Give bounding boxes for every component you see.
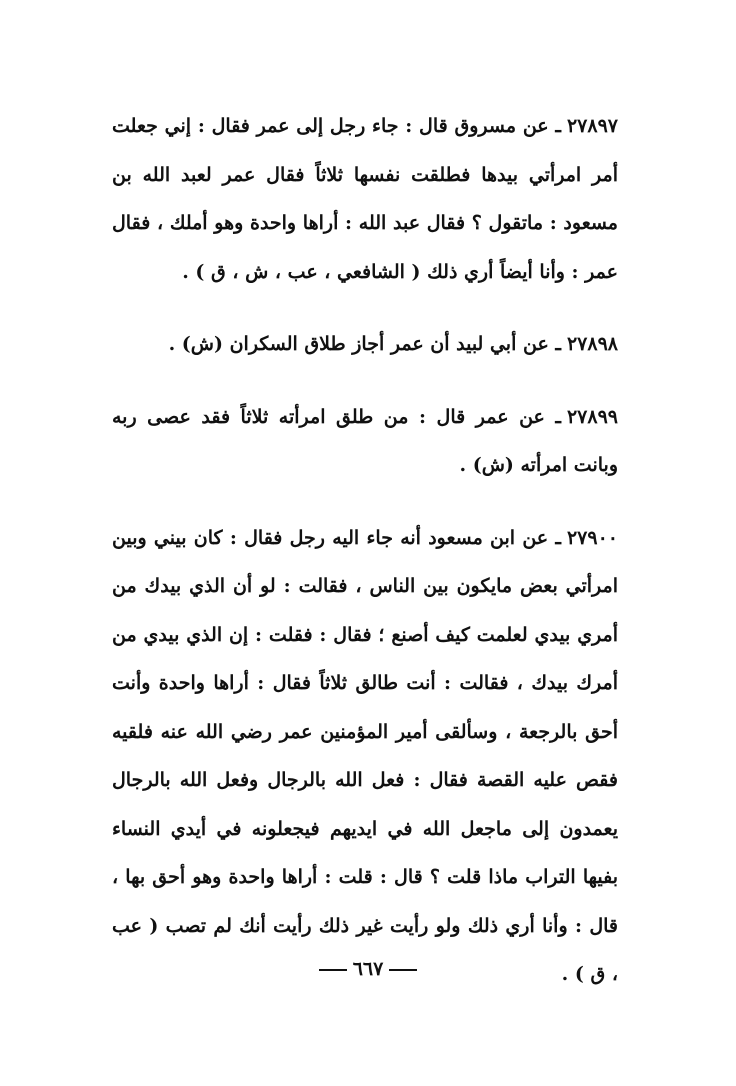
paragraph-gap [112, 296, 618, 320]
hadith-27899 [112, 393, 618, 490]
hadith-27900 [112, 514, 618, 999]
footer-dash [319, 969, 347, 971]
page-body [112, 102, 618, 999]
hadith-text: ـ عن ابن مسعود أنه جاء اليه رجل فقال : كان بيني وبين امرأتي بعض مايكون بين الناس ، فقالت : لو أن الذي بيدك من أمري بيدي لعلمت كيف أصنع ؛ فقال : فقلت : إن الذي بيدي من أمرك بيدك ، فقالت : أنت طالق ثلاثاً فقال : أراها واحدة وأنت أحق بالرجعة ، وسألقى أمير المؤمنين عمر رضي الله عنه فلقيه فقص عليه القصة فقال : فعل الله بالرجال وفعل الله بالرجال يعمدون إلى ماجعل الله في ايديهم فيجعلونه في أيدي النساء بفيها التراب ماذا قلت ؟ قال : قلت : أراها واحدة وهو أحق بها ، قال : وأنا أري ذلك ولو رأيت غير ذلك رأيت أنك لم تصب ( عب ، ق ) . [112, 526, 618, 985]
hadith-number: ٢٧٩٠٠ [566, 526, 618, 549]
hadith-text: ـ عن عمر قال : من طلق امرأته ثلاثاً فقد عصى ربه وبانت امرأته (ش) . [112, 405, 618, 476]
hadith-27897 [112, 102, 618, 296]
page-footer [0, 958, 736, 980]
paragraph-gap [112, 369, 618, 393]
page-number: ٦٦٧ [352, 958, 384, 980]
paragraph-gap [112, 490, 618, 514]
hadith-number: ٢٧٨٩٨ [566, 333, 618, 355]
hadith-27898 [112, 320, 618, 369]
hadith-text: ـ عن مسروق قال : جاء رجل إلى عمر فقال : إني جعلت أمر امرأتي بيدها فطلقت نفسها ثلاثاً فقال عمر لعبد الله بن مسعود : ماتقول ؟ فقال عبد الله : أراها واحدة وهو أملك ، فقال عمر : وأنا أيضاً أري ذلك ( الشافعي ، عب ، ش ، ق ) . [112, 115, 618, 283]
footer-dash [389, 969, 417, 971]
hadith-number: ٢٧٨٩٩ [566, 405, 618, 428]
hadith-number: ٢٧٨٩٧ [566, 115, 618, 137]
hadith-text: ـ عن أبي لبيد أن عمر أجاز طلاق السكران (ش) . [168, 333, 561, 355]
